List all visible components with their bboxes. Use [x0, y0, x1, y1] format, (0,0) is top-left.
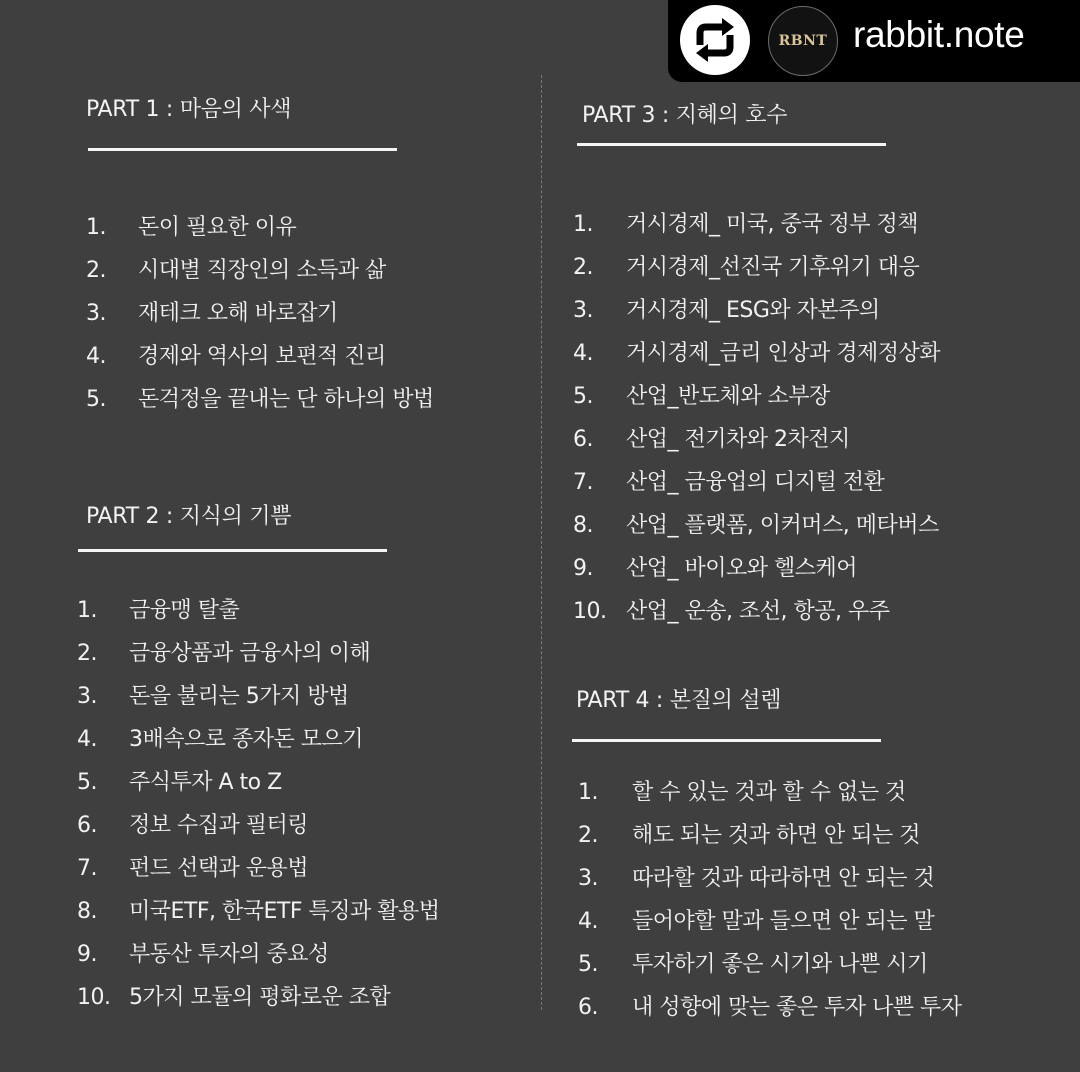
item-number: 5. — [578, 952, 598, 977]
item-text: 거시경제_ 미국, 중국 정부 정책 — [626, 212, 918, 237]
item-number: 5. — [86, 387, 106, 412]
item-number: 3. — [86, 301, 106, 326]
item-number: 1. — [86, 215, 106, 240]
item-text: 정보 수집과 필터링 — [129, 813, 309, 838]
list-item — [77, 589, 527, 632]
list-item — [77, 804, 527, 847]
column-divider — [541, 75, 542, 1010]
item-number: 9. — [77, 942, 97, 967]
item-text: 따라할 것과 따라하면 안 되는 것 — [632, 866, 935, 891]
item-number: 10. — [573, 599, 607, 624]
list-item — [86, 335, 526, 378]
repost-arrows-icon — [680, 5, 750, 75]
part2-list — [77, 589, 527, 1019]
avatar[interactable] — [768, 6, 838, 76]
item-text: 산업_반도체와 소부장 — [626, 384, 830, 409]
item-number: 4. — [86, 344, 106, 369]
item-number: 1. — [578, 780, 598, 805]
list-item — [573, 289, 1073, 332]
part1-title: PART 1 : 마음의 사색 — [86, 97, 292, 122]
item-text: 돈이 필요한 이유 — [138, 215, 297, 240]
item-text: 5가지 모듈의 평화로운 조합 — [129, 985, 391, 1010]
list-item — [573, 461, 1073, 504]
item-number: 6. — [573, 427, 593, 452]
list-item — [573, 332, 1073, 375]
item-number: 4. — [578, 909, 598, 934]
item-number: 6. — [578, 995, 598, 1020]
item-text: 투자하기 좋은 시기와 나쁜 시기 — [632, 952, 928, 977]
item-number: 2. — [86, 258, 106, 283]
part2-title: PART 2 : 지식의 기쁨 — [86, 504, 292, 529]
item-number: 1. — [573, 212, 593, 237]
item-number: 3. — [573, 298, 593, 323]
part4-list — [578, 771, 1073, 1029]
item-text: 산업_ 전기차와 2차전지 — [626, 427, 850, 452]
list-item — [573, 590, 1073, 633]
list-item — [86, 206, 526, 249]
item-text: 산업_ 운송, 조선, 항공, 우주 — [626, 599, 890, 624]
item-text: 산업_ 금융업의 디지털 전환 — [626, 470, 885, 495]
part3-list — [573, 203, 1073, 633]
list-item — [77, 976, 527, 1019]
item-number: 5. — [573, 384, 593, 409]
list-item — [578, 986, 1073, 1029]
item-number: 8. — [77, 899, 97, 924]
item-number: 2. — [77, 641, 97, 666]
list-item — [573, 375, 1073, 418]
list-item — [77, 933, 527, 976]
list-item — [77, 675, 527, 718]
list-item — [77, 718, 527, 761]
list-item — [578, 857, 1073, 900]
list-item — [77, 890, 527, 933]
item-number: 10. — [77, 985, 111, 1010]
list-item — [578, 814, 1073, 857]
item-number: 2. — [573, 255, 593, 280]
avatar-logo: RBNT — [778, 33, 828, 49]
item-text: 주식투자 A to Z — [129, 770, 282, 795]
item-text: 경제와 역사의 보편적 진리 — [138, 344, 386, 369]
item-number: 6. — [77, 813, 97, 838]
item-text: 펀드 선택과 운용법 — [129, 856, 309, 881]
username[interactable]: rabbit.note — [853, 14, 1025, 55]
part2-underline — [78, 549, 387, 552]
item-number: 7. — [573, 470, 593, 495]
item-text: 시대별 직장인의 소득과 삶 — [138, 258, 386, 283]
list-item — [573, 246, 1073, 289]
list-item — [573, 203, 1073, 246]
item-number: 5. — [77, 770, 97, 795]
list-item — [573, 418, 1073, 461]
item-number: 8. — [573, 513, 593, 538]
item-text: 거시경제_선진국 기후위기 대응 — [626, 255, 920, 280]
list-item — [578, 771, 1073, 814]
list-item — [573, 504, 1073, 547]
item-text: 거시경제_금리 인상과 경제정상화 — [626, 341, 941, 366]
part4-title: PART 4 : 본질의 설렘 — [576, 688, 782, 713]
item-text: 금융상품과 금융사의 이해 — [129, 641, 371, 666]
part3-underline — [577, 143, 886, 146]
list-item — [77, 632, 527, 675]
item-number: 3. — [578, 866, 598, 891]
item-number: 3. — [77, 684, 97, 709]
part3-title: PART 3 : 지혜의 호수 — [582, 103, 788, 128]
item-text: 미국ETF, 한국ETF 특징과 활용법 — [129, 899, 440, 924]
item-number: 4. — [77, 727, 97, 752]
item-text: 금융맹 탈출 — [129, 598, 240, 623]
list-item — [578, 900, 1073, 943]
item-text: 해도 되는 것과 하면 안 되는 것 — [632, 823, 920, 848]
repost-icon[interactable] — [680, 5, 750, 75]
part4-underline — [572, 739, 881, 742]
item-text: 내 성향에 맞는 좋은 투자 나쁜 투자 — [632, 995, 962, 1020]
item-text: 돈을 불리는 5가지 방법 — [129, 684, 349, 709]
item-number: 4. — [573, 341, 593, 366]
list-item — [86, 249, 526, 292]
item-text: 돈걱정을 끝내는 단 하나의 방법 — [138, 387, 434, 412]
item-text: 할 수 있는 것과 할 수 없는 것 — [632, 780, 906, 805]
list-item — [578, 943, 1073, 986]
item-text: 들어야할 말과 들으면 안 되는 말 — [632, 909, 935, 934]
item-text: 3배속으로 종자돈 모으기 — [129, 727, 364, 752]
item-number: 1. — [77, 598, 97, 623]
item-number: 2. — [578, 823, 598, 848]
item-text: 산업_ 바이오와 헬스케어 — [626, 556, 858, 581]
list-item — [77, 847, 527, 890]
list-item — [573, 547, 1073, 590]
item-text: 거시경제_ ESG와 자본주의 — [626, 298, 880, 323]
list-item — [86, 378, 526, 421]
item-text: 부동산 투자의 중요성 — [129, 942, 329, 967]
part1-underline — [88, 148, 397, 151]
list-item — [86, 292, 526, 335]
list-item — [77, 761, 527, 804]
item-number: 9. — [573, 556, 593, 581]
item-text: 산업_ 플랫폼, 이커머스, 메타버스 — [626, 513, 939, 538]
item-text: 재테크 오해 바로잡기 — [138, 301, 338, 326]
item-number: 7. — [77, 856, 97, 881]
part1-list — [86, 206, 526, 421]
